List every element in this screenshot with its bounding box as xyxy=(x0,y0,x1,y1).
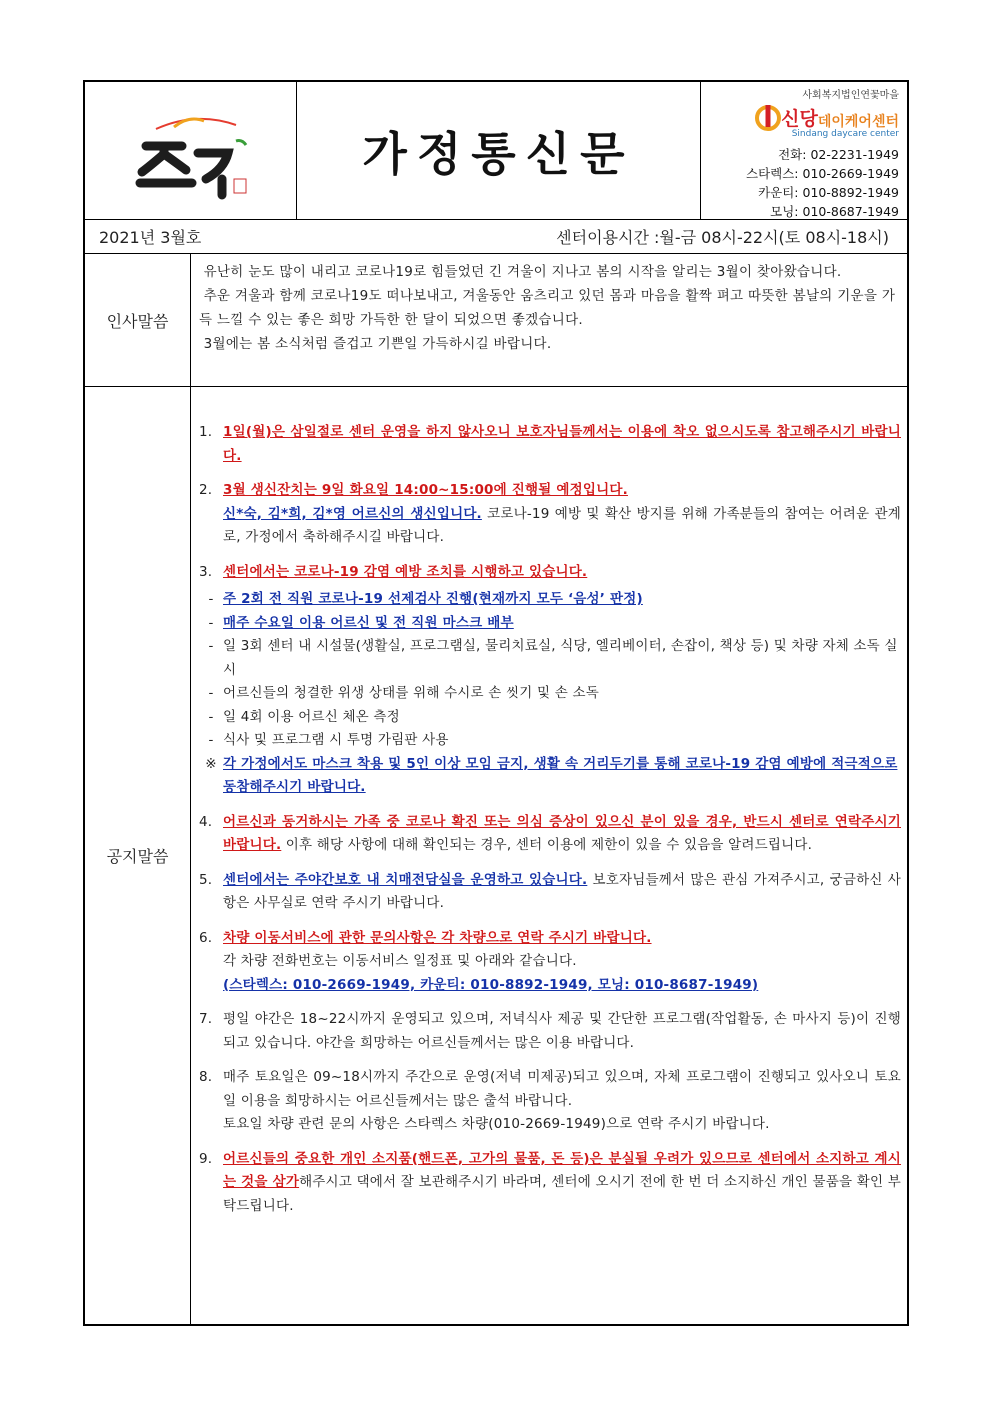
junggu-logo xyxy=(85,82,297,219)
notice-3-bullet: - 일 4회 이용 어르신 체온 측정 xyxy=(208,708,400,725)
greeting-paragraph: 3월에는 봄 소식처럼 즐겁고 기쁜일 가득하시길 바랍니다. xyxy=(203,336,552,352)
contact-morning: 모닝: 010-8687-1949 xyxy=(770,204,899,219)
page-title: 가정통신문 xyxy=(362,126,635,181)
notice-3-bullet: - 식사 및 프로그램 시 투명 가림판 사용 xyxy=(208,732,449,748)
notice-3-bullet: - 주 2회 전 직원 코로나-19 선제검사 진행(현재까지 모두 ‘음성’ 판정) xyxy=(208,591,643,607)
notice-item-3: 3. 센터에서는 코로나-19 감염 예방 조치를 시행하고 있습니다. xyxy=(199,563,588,580)
brand xyxy=(707,103,899,131)
center-hours: 센터이용시간 :월-금 08시-22시(토 08시-18시) xyxy=(556,228,889,247)
newsletter-sheet xyxy=(83,80,909,1326)
brand-name: 신당 xyxy=(781,108,818,130)
sindang-logo-icon xyxy=(755,103,781,131)
greeting-paragraph: 유난히 눈도 많이 내리고 코로나19로 힘들었던 긴 겨울이 지나고 봄의 시작을 알리는 3월이 찾아왔습니다. xyxy=(203,264,842,280)
greeting-body xyxy=(191,254,907,386)
notice-label: 공지말씀 xyxy=(85,387,191,1324)
notice-item-6: 6. 차량 이동서비스에 관한 문의사항은 각 차량으로 연락 주시기 바랍니다. 각 차량 전화번호는 이동서비스 일정표 및 아래와 같습니다. (스타렉스: 010-2669-1949, 카운티: 010-8892-1949, 모닝: 010-8687-1949) xyxy=(199,929,759,993)
notice-row xyxy=(85,387,907,1324)
notice-item-7: 7. 평일 야간은 18~22시까지 운영되고 있으며, 저녁식사 제공 및 간단한 프로그램(작업활동, 손 마사지 등)이 진행되고 있습니다. 야간을 희망하는 어르신들께서는 많은 이용 바랍니다. xyxy=(199,1011,901,1051)
notice-item-2: 2. 3월 생신잔치는 9일 화요일 14:00~15:00에 진행될 예정입니다. 신*숙, 김*희, 김*영 어르신의 생신입니다. 코로나-19 예방 및 확산 방지를 위해 가족분들의 참여는 어려운 관계로, 가정에서 축하해주시길 바랍니다. xyxy=(199,482,901,545)
notice-item-5: 5. 센터에서는 주야간보호 내 치매전담실을 운영하고 있습니다. 보호자님들께서 많은 관심 가져주시고, 궁금하신 사항은 사무실로 연락 주시기 바랍니다. xyxy=(199,871,901,911)
notice-3-bullet: - 일 3회 센터 내 시설물(생활실, 프로그램실, 물리치료실, 식당, 엘리베이터, 손잡이, 책상 등) 및 차량 자체 소독 실시 xyxy=(208,638,898,678)
junggu-logo-icon xyxy=(116,101,266,201)
corp-name: 사회복지법인연꽃마을 xyxy=(802,90,899,101)
contact-starex: 스타렉스: 010-2669-1949 xyxy=(746,166,899,181)
greeting-label: 인사말씀 xyxy=(85,254,191,386)
brand-subtitle: Sindang daycare center xyxy=(791,129,899,139)
notice-body xyxy=(191,387,907,1324)
contact-county: 카운티: 010-8892-1949 xyxy=(758,185,899,200)
notice-3-note: ※ 각 가정에서도 마스크 착용 및 5인 이상 모임 금지, 생활 속 거리두기를 통해 코로나-19 감염 예방에 적극적으로 동참해주시기 바랍니다. xyxy=(205,755,898,795)
notice-item-1: 1. 1일(월)은 삼일절로 센터 운영을 하지 않사오니 보호자님들께서는 이용에 착오 없으시도록 참고해주시기 바랍니다. xyxy=(199,424,901,464)
brand-name-suffix: 데이케어센터 xyxy=(817,114,899,130)
notice-3-bullet: - 어르신들의 청결한 위생 상태를 위해 수시로 손 씻기 및 손 소독 xyxy=(208,685,599,701)
greeting-row xyxy=(85,254,907,387)
center-info xyxy=(701,82,907,219)
header-row xyxy=(85,82,907,220)
contact-list xyxy=(707,145,899,221)
notice-item-4: 4. 어르신과 동거하시는 가족 중 코로나 확진 또는 의심 증상이 있으신 분이 있을 경우, 반드시 센터로 연락주시기 바랍니다. 이후 해당 사항에 대해 확인되는 경우, 센터 이용에 제한이 있을 수 있음을 알려드립니다. xyxy=(199,813,901,853)
notice-item-9: 9. 어르신들의 중요한 개인 소지품(핸드폰, 고가의 물품, 돈 등)은 분실될 우려가 있으므로 센터에서 소지하고 계시는 것을 삼가해주시고 댁에서 잘 보관해주시기 바라며, 센터에 오시기 전에 한 번 더 소지하신 개인 물품을 확인 부탁드립니다. xyxy=(199,1150,901,1214)
notice-3-bullet: - 매주 수요일 이용 어르신 및 전 직원 마스크 배부 xyxy=(208,614,514,631)
info-row xyxy=(85,220,907,254)
issue-month: 2021년 3월호 xyxy=(99,228,202,247)
contact-phone: 전화: 02-2231-1949 xyxy=(778,147,899,162)
greeting-paragraph: 추운 겨울과 함께 코로나19도 떠나보내고, 겨울동안 움츠리고 있던 몸과 마음을 활짝 펴고 따뜻한 봄날의 기운을 가득 느낄 수 있는 좋은 희망 가득한 한 달이 되었으면 좋겠습니다. xyxy=(199,288,896,328)
notice-item-8: 8. 매주 토요일은 09~18시까지 주간으로 운영(저녁 미제공)되고 있으며, 자체 프로그램이 진행되고 있사오니 토요일 이용을 희망하시는 어르신들께서는 많은 출석 바랍니다. 토요일 차량 관련 문의 사항은 스타렉스 차량(010-2669-1949)으로 연락 주시기 바랍니다. xyxy=(199,1069,901,1132)
title-cell xyxy=(297,82,701,219)
